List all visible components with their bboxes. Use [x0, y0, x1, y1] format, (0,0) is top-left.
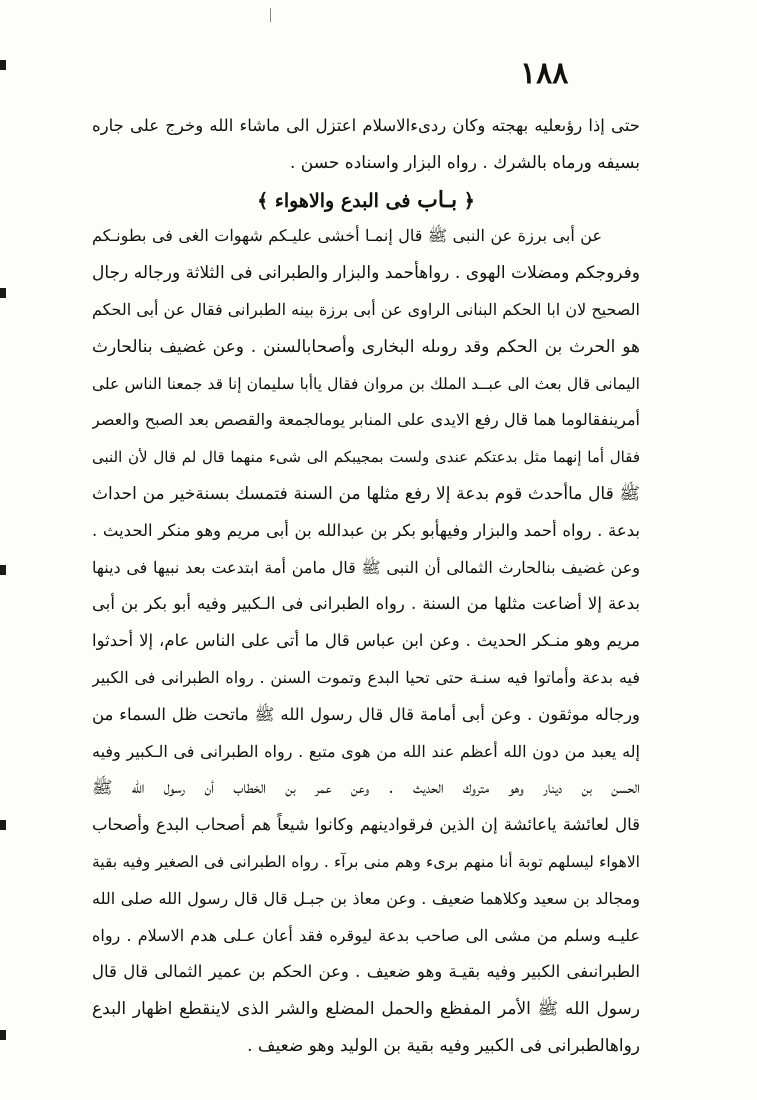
heading-bab: بـاب	[417, 186, 458, 213]
text-line-24: رسول الله ﷺ الأمر المفظع والحمل المضلع والشر الذى لاينقطع اظهار البدع	[92, 999, 640, 1020]
heading-close-bracket: ﴾	[257, 189, 269, 212]
text-line-13: بدعة إلا أضاعت مثلها من السنة . رواه الطبرانى فى الـكبير وفيه أبو بكر بن أبى	[92, 594, 640, 614]
text-line-2: بسيفه ورماه بالشرك . رواه البزار واسناده حسن .	[289, 152, 640, 173]
heading-open-bracket: ﴿	[463, 189, 475, 212]
text-line-8: أمرينفقالوما هما قال رفع الايدى على المنابر يومالجمعة والقصص بعد الصبح والعصر	[92, 410, 640, 430]
text-line-20: الاهواء ليسلهم توبة أنا منهم برىء وهم منى برآء . رواه الطبرانى فى الصغير وفيه بقية	[92, 852, 640, 871]
text-line-3: عن أبى برزة عن النبى ﷺ قال إنمـا أخشى عليـكم شهوات الغى فى بطونـكم	[92, 226, 602, 246]
text-line-5: الصحيح لان ابا الحكم البنانى الراوى عن أبى برزة بينه الطبرانى فقال عن أبى الحكم	[92, 299, 640, 319]
left-margin-mark-4	[0, 820, 6, 830]
text-line-7: اليمانى قال بعث الى عبــد الملك بن مروان فقال ياأبا سليمان إنا قد جمعنا الناس على	[92, 374, 640, 393]
text-line-22: عليـه وسلم من مشى الى صاحب بدعة ليوقره فقد أعان عـلى هدم الاسلام . رواه	[92, 925, 640, 945]
chapter-heading	[92, 182, 640, 219]
left-margin-mark-1	[0, 60, 6, 70]
text-line-21: ومجالد بن سعيد وكلاهما ضعيف . وعن معاذ بن جبـل قال قال رسول الله صلى الله	[92, 888, 640, 908]
text-line-15: فيه بدعة وأماتوا فيه سنـة حتى تحيا البدع وتموت السنن . رواه الطبرانى فى الكبير	[92, 667, 640, 687]
text-line-17: إله يعبد من دون الله أعظم عند الله من هوى متبع . رواه الطبرانى فى الـكبير وفيه	[92, 741, 640, 761]
left-margin-mark-3	[0, 565, 6, 575]
text-line-14: مريم وهو منـكر الحديث . وعن ابن عباس قال ما أتى على الناس عام، إلا أحدثوا	[92, 631, 640, 651]
heading-title: فى البدع والاهواء	[274, 189, 411, 212]
main-text	[92, 108, 640, 1065]
text-line-11: بدعة . رواه أحمد والبزار وفيهأبو بكر بن عبدالله بن أبى مريم وهو منكر الحديث .	[92, 520, 640, 540]
text-line-12: وعن غضيف بنالحارث الثمالى أن النبى ﷺ قال مامن أمة ابتدعت بعد نبيها فى دينها	[92, 557, 640, 577]
text-line-4: وفروجكم ومضلات الهوى . رواهأحمد والبزار والطبرانى فى الثلاثة ورجاله رجال	[92, 263, 640, 284]
text-line-1: حتى إذا رؤىعليه بهجته وكان ردىءالاسلام اعتزل الى ماشاء الله وخرج على جاره	[92, 116, 640, 135]
text-line-25: رواهالطبرانى فى الكبير وفيه بقية بن الوليد وهو ضعيف .	[247, 1035, 640, 1056]
left-margin-mark-5	[0, 1030, 6, 1040]
text-line-6: هو الحرث بن الحكم وقد روىله البخارى وأصحابالسنن . وعن غضيف بنالحارث	[92, 336, 640, 357]
text-line-9: فقال أما إنهما مثل بدعتكم عندى ولست بمجيبكم الى شىء منهما قال لم قال لأن النبى	[92, 448, 640, 467]
left-margin-mark-2	[0, 288, 6, 298]
text-line-16: ورجاله موثقون . وعن أبى أمامة قال قال رسول الله ﷺ ماتحت ظل السماء من	[92, 704, 640, 724]
top-edge-mark	[270, 8, 271, 22]
page-number: ١٨٨	[520, 56, 569, 91]
text-line-18: الحسن بن دينار وهو متروك الحديث . وعن عمر بن الخطاب أن رسول الله ﷺ	[92, 778, 640, 799]
text-line-23: الطبرانىفى الكبير وفيه بقيـة وهو ضعيف . وعن الحكم بن عمير الثمالى قال قال	[92, 962, 640, 982]
text-line-10: ﷺ قال ماأحدث قوم بدعة إلا رفع مثلها من السنة فتمسك بسنةخير من احداث	[92, 483, 640, 504]
text-line-19: قال لعائشة ياعائشة إن الذين فرقوادينهم وكانوا شيعاً هم أصحاب البدع وأصحاب	[92, 815, 640, 835]
